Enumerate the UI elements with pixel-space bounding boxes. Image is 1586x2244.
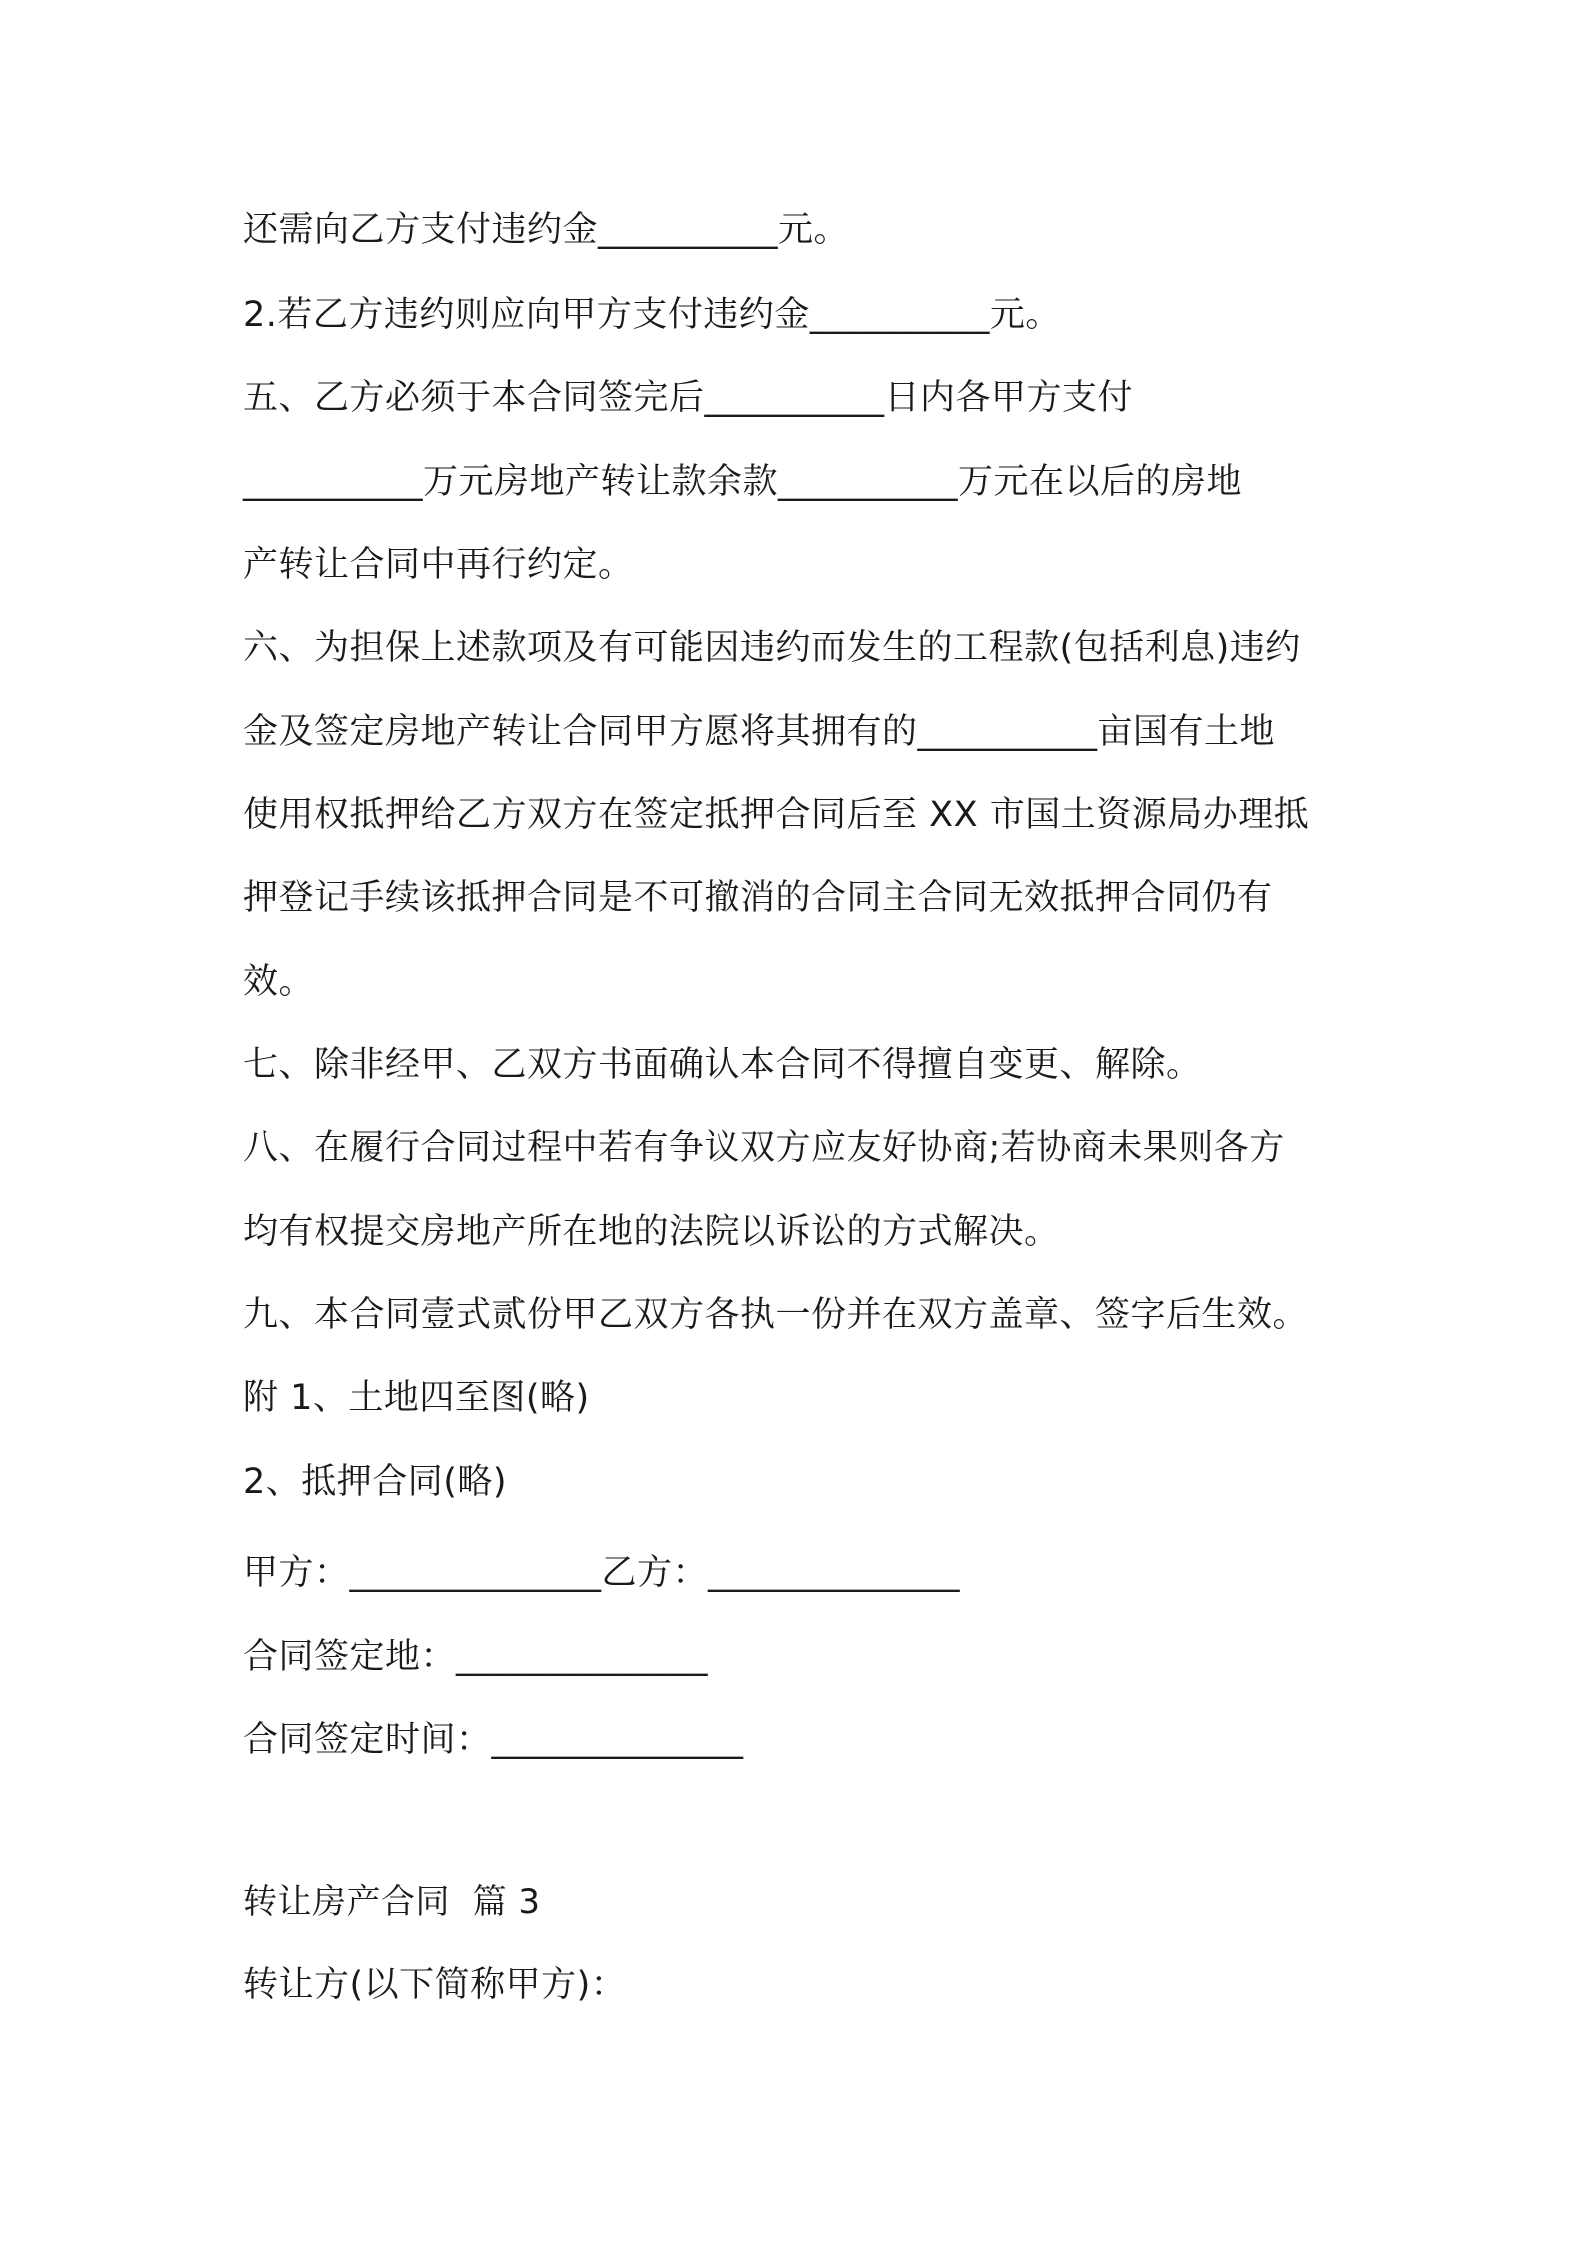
text-line: 九、本合同壹式贰份甲乙双方各执一份并在双方盖章、签字后生效。 [243,1295,1309,1335]
signing-place-line: 合同签定地：______________ [243,1637,709,1677]
text-line: 效。 [243,962,315,1002]
text-line: 七、除非经甲、乙双方书面确认本合同不得擅自变更、解除。 [243,1045,1202,1085]
section-heading: 转让房产合同 篇 3 [243,1882,541,1922]
text-line: 产转让合同中再行约定。 [243,545,634,585]
signature-line: 甲方：______________乙方：______________ [243,1553,961,1593]
text-line: 八、在履行合同过程中若有争议双方应友好协商;若协商未果则各方 [243,1128,1285,1168]
text-line: 2、抵押合同(略) [243,1462,508,1502]
text-line: 2.若乙方违约则应向甲方支付违约金__________元。 [243,295,1061,335]
text-line: 使用权抵押给乙方双方在签定抵押合同后至 XX 市国土资源局办理抵 [243,795,1310,835]
signing-time-line: 合同签定时间：______________ [243,1720,744,1760]
text-line: 押登记手续该抵押合同是不可撤消的合同主合同无效抵押合同仍有 [243,878,1273,918]
text-line: 五、乙方必须于本合同签完后__________日内各甲方支付 [243,378,1134,418]
text-line: 附 1、土地四至图(略) [243,1378,590,1418]
transferor-line: 转让方(以下简称甲方)： [243,1965,627,2005]
text-line: __________万元房地产转让款余款__________万元在以后的房地 [243,462,1243,502]
text-line: 还需向乙方支付违约金__________元。 [243,210,850,250]
text-line: 金及签定房地产转让合同甲方愿将其拥有的__________亩国有土地 [243,712,1276,752]
text-line: 均有权提交房地产所在地的法院以诉讼的方式解决。 [243,1212,1060,1252]
text-line: 六、为担保上述款项及有可能因违约而发生的工程款(包括利息)违约 [243,628,1301,668]
